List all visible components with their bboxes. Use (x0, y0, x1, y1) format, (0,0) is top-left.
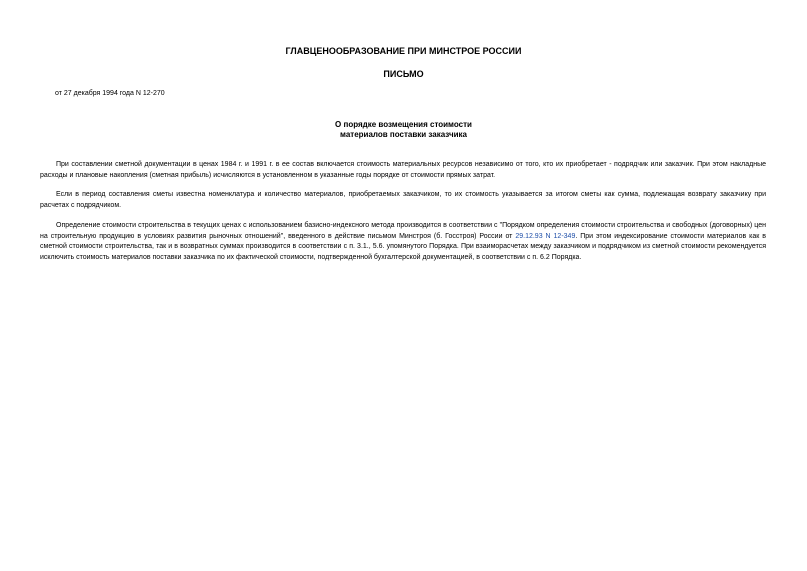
title-line-1: О порядке возмещения стоимости (335, 120, 472, 129)
paragraph-2: Если в период составления сметы известна номенклатура и количество материалов, приобретаемых заказчиком, то их стоимость указывается за итогом сметы как сумма, подлежащая возврату заказчику при расчетах с подрядчиком. (40, 191, 766, 209)
letter-reference-link[interactable]: 29.12.93 N 12-349 (515, 232, 576, 240)
document-title (0, 120, 807, 140)
paragraph-3 (40, 221, 766, 263)
issuing-organization: ГЛАВЦЕНООБРАЗОВАНИЕ ПРИ МИНСТРОЕ РОССИИ (285, 46, 522, 56)
paragraph-3-text-a: Определение стоимости строительства в текущих ценах с использованием базисно-индексного метода производится в соответствии с "Порядком определения стоимости строительства и свободных (договорных) цен на строительную продукцию в условиях развития рыночных отношений", введенного в действие письмом Минстроя (б. Госстроя) России от (40, 222, 766, 240)
title-line-2: материалов поставки заказчика (340, 130, 467, 139)
document-type: ПИСЬМО (383, 69, 424, 79)
document-date: от 27 декабря 1994 года N 12-270 (55, 90, 165, 97)
paragraph-1: При составлении сметной документации в ценах 1984 г. и 1991 г. в ее состав включается стоимость материальных ресурсов независимо от того, кто их приобретает - подрядчик или заказчик. При этом накладные расходы и плановые накопления (сметная прибыль) исчисляются в установленном в указанные годы порядке от стоимости прямых затрат. (40, 161, 766, 179)
paragraph-3-text-b: . При этом индексирование стоимости материалов как в сметной стоимости строительства, так и в возвратных суммах производится в соответствии с п. 3.1., 5.6. упомянутого Порядка. При взаиморасчетах между заказчиком и подрядчиком из сметной стоимости рекомендуется исключить стоимость материалов поставки заказчика по их фактической стоимости, подтвержденной бухгалтерской документацией, в соответствии с п. 6.2 Порядка. (40, 232, 766, 261)
